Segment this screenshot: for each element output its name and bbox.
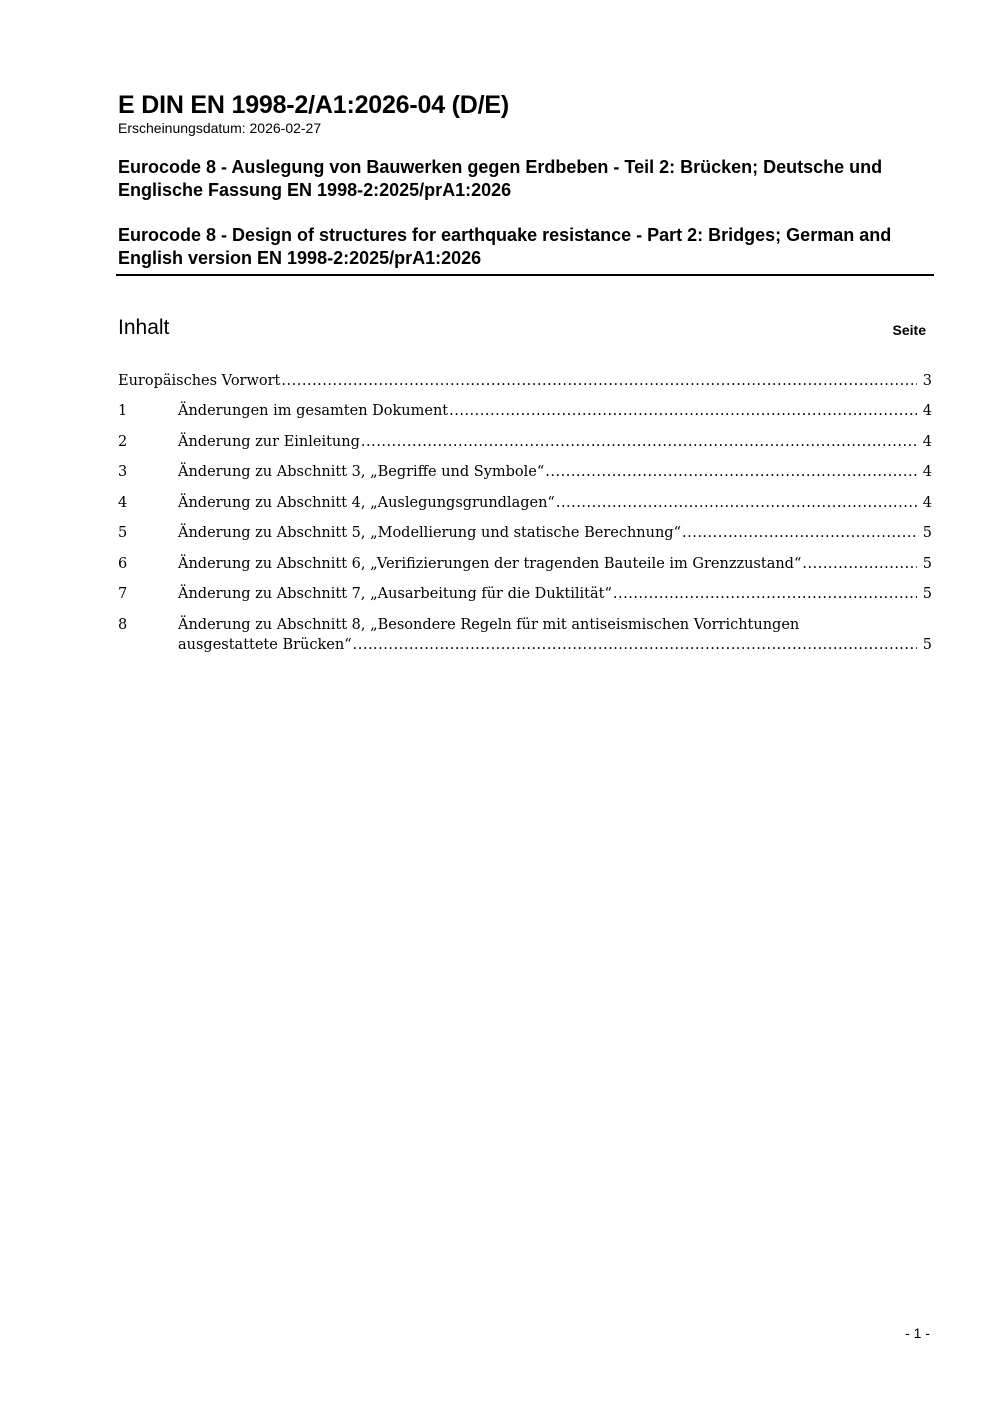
toc-entry-number: 8: [118, 617, 128, 633]
toc-leader: [556, 493, 917, 513]
toc-entry-number: 3: [118, 464, 128, 480]
toc-entry-number: 6: [118, 556, 128, 572]
page-number: - 1 -: [905, 1325, 930, 1341]
toc-entry-text: Änderung zu Abschnitt 6, „Verifizierungen der tragenden Bauteile im Grenzzustand“: [178, 556, 802, 572]
toc-entry-page: 4: [922, 434, 932, 450]
toc-entry-text: Änderung zur Einleitung: [178, 434, 360, 450]
toc-entry-text: Änderung zu Abschnitt 3, „Begriffe und Symbole“: [178, 464, 545, 480]
title-english: Eurocode 8 - Design of structures for earthquake resistance - Part 2: Bridges; German and English version EN 1998-2:2025/prA1:2026: [118, 225, 892, 268]
toc-page-label: Seite: [892, 322, 926, 338]
toc-entry-number: 7: [118, 586, 128, 602]
toc-entry-page: 5: [922, 586, 932, 602]
document-header: [118, 90, 934, 270]
toc-entry-page: 4: [922, 464, 932, 480]
toc-leader: [613, 584, 917, 604]
toc-entry[interactable]: [118, 462, 932, 482]
header-divider: [116, 274, 934, 276]
toc-heading: [118, 314, 926, 342]
toc-entry-text: Änderungen im gesamten Dokument: [178, 403, 449, 419]
toc-entry-page: 5: [922, 525, 932, 541]
toc-entry-number: 4: [118, 495, 128, 511]
toc-entry-text: Europäisches Vorwort: [118, 373, 281, 389]
title-german: Eurocode 8 - Auslegung von Bauwerken gegen Erdbeben - Teil 2: Brücken; Deutsche und Englische Fassung EN 1998-2:2025/prA1:2026: [118, 157, 883, 200]
toc-entry-text: Änderung zu Abschnitt 7, „Ausarbeitung für die Duktilität“: [178, 586, 612, 602]
toc-leader: [281, 371, 917, 391]
toc-entry-page: 5: [922, 556, 932, 572]
toc-leader: [802, 554, 917, 574]
publication-date: Erscheinungsdatum: 2026-02-27: [118, 120, 322, 136]
toc-entry[interactable]: [118, 371, 932, 391]
toc-entry-text: Änderung zu Abschnitt 4, „Auslegungsgrundlagen“: [178, 495, 555, 511]
toc-entry-page: 4: [922, 495, 932, 511]
toc-title: Inhalt: [118, 316, 170, 339]
toc-entry-text-continued: ausgestattete Brücken“: [178, 637, 352, 653]
toc-leader: [353, 635, 917, 655]
toc-entry-page: 4: [922, 403, 932, 419]
toc-entry-text: Änderung zu Abschnitt 8, „Besondere Regeln für mit antiseismischen Vorrichtungen: [178, 617, 800, 633]
toc-leader: [361, 432, 917, 452]
toc-leader: [449, 401, 917, 421]
toc-entry[interactable]: [118, 493, 932, 513]
toc-entry[interactable]: [118, 584, 932, 604]
toc-entry-page: 5: [922, 637, 932, 653]
toc-entry[interactable]: [118, 401, 932, 421]
toc-entry[interactable]: [118, 554, 932, 574]
document-id: E DIN EN 1998-2/A1:2026-04 (D/E): [118, 91, 509, 119]
toc-entry-number: 5: [118, 525, 128, 541]
toc-entry[interactable]: [118, 523, 932, 543]
toc-leader: [545, 462, 917, 482]
toc-entry-number: 1: [118, 403, 128, 419]
toc-entry-page: 3: [922, 373, 932, 389]
toc-entry-text: Änderung zu Abschnitt 5, „Modellierung und statische Berechnung“: [178, 525, 681, 541]
toc-leader: [682, 523, 917, 543]
toc-entry-number: 2: [118, 434, 128, 450]
toc-entry[interactable]: [118, 615, 932, 655]
toc-entry[interactable]: [118, 432, 932, 452]
